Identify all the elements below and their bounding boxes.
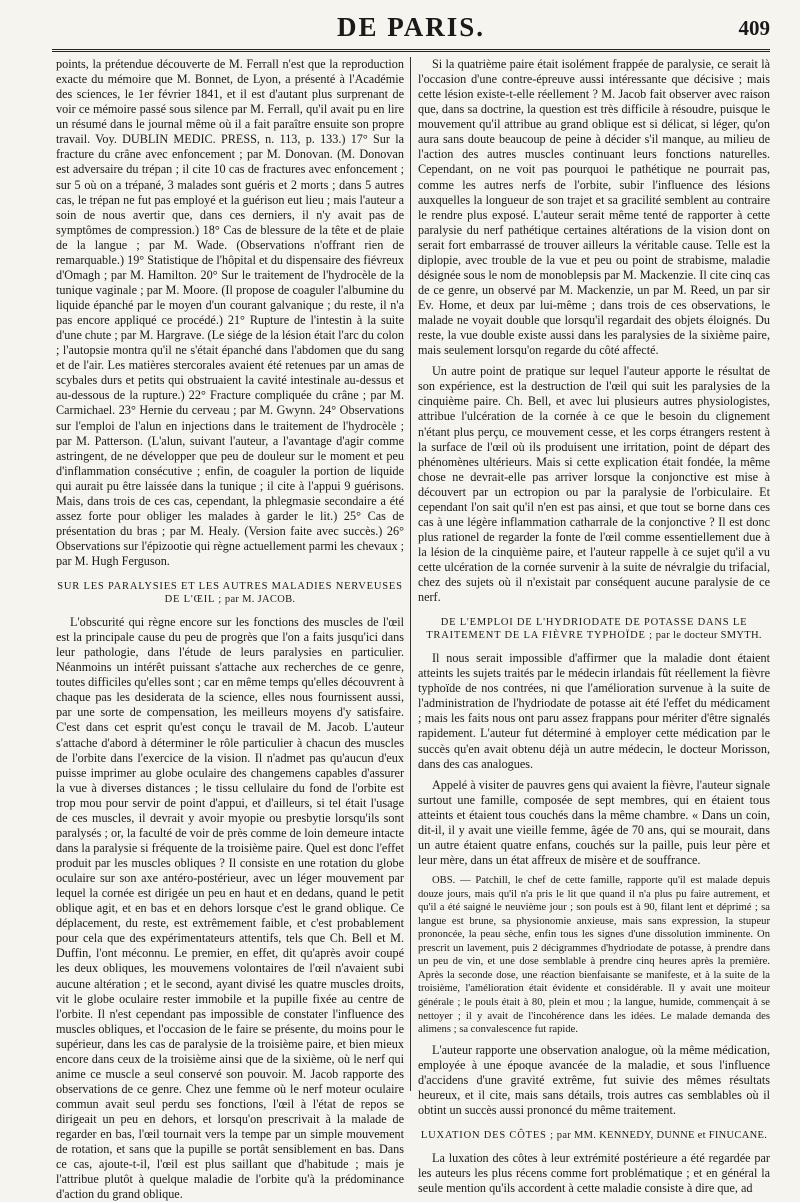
left-paragraph-1: points, la prétendue découverte de M. Ferrall n'est que la reproduction exacte du mémoire que M. Bonnet, de Lyon, a présenté à l'Académie des sciences, le 1er février 1841, et il est d'autant plus surprenant de voir ce mémoire passé sous silence par M. Ferrall, qu'il avait pu en lire un résumé dans le journal même où il a fait paraître ensuite son propre travail. Voy. DUBLIN MEDIC. PRESS, n. 113, p. 133.) 17° Sur la fracture du crâne avec enfoncement ; par M. Donovan. (M. Donovan est adversaire du trépan ; il cite 10 cas de fractures avec enfoncement ; sur 5 où on a trépané, 3 malades sont guéris et 2 morts ; dans 5 autres cas, le trépan ne fut pas employé et la guérison eut lieu ; mais l'auteur a soin de nous avertir que, dans ces derniers, il n'y avait pas de symptômes de compression.) 18° Cas de blessure de la tête et de plaie de la langue ; par M. Wade. (Observations n'offrant rien de remarquable.) 19° Statistique de l'hôpital et du dispensaire des fiévreux d'Omagh ; par M. Hamilton. 20° Sur le traitement de l'hydrocèle de la tunique vaginale ; par M. Moore. (Il propose de coaguler l'albumine du liquide épanché par le moyen d'un courant galvanique ; du reste, il n'a pas encore appliqué ce procédé.) 21° Rupture de l'intestin à la suite d'une chute ; par M. Hargrave. (Le siége de la lésion était l'arc du colon ; l'autopsie montra qu'il ne s'était épanché dans l'abdomen que du sang et de l'air. Les matières stercorales avaient été retenues par un amas de scybales durs et petits qui obstruaient la cavité intestinale au-dessus et au-dessous de la rupture.) 22° Fracture compliquée du crâne ; par M. Carmichael. 23° Hernie du cerveau ; par M. Gwynn. 24° Observations sur l'emploi de l'alun en injections dans le traitement de l'hydrocèle ; par M. Patterson. (L'alun, suivant l'auteur, a l'avantage d'agir comme astringent, de ne développer que peu de douleur sur le moment et peu d'inflammation consécutive ; enfin, de coaguler la portion de liquide qui aurait pu être laissée dans la tunique ; il cite à l'appui 9 guérisons. Mais, dans trois de ces cas, cependant, la phlegmasie secondaire a été assez forte pour obliger les malades à garder le lit.) 25° Cas de présentation du bras ; par M. Healy. (Version faite avec succès.) 26° Observations sur l'épizootie qui règne actuellement parmi les chevaux ; par M. Hugh Ferguson. [56,57,404,569]
page-number: 409 [738,16,770,40]
running-title: DE PARIS. [336,12,486,42]
right-paragraph-4: Appelé à visiter de pauvres gens qui avaient la fièvre, l'auteur signale surtout une famille, composée de sept membres, qui en étaient tous atteints et étaient tous couchés dans la même chambre. « Dans un coin, dit-il, il y avait une vieille femme, âgée de 70 ans, qui se mourait, dans un autre étaient quatre enfans, couchés sur la paille, puis leur père et leur mère, dans un état affreux de misère et de souffrance. [418,777,770,867]
right-paragraph-6: La luxation des côtes à leur extrémité postérieure a été regardée par les auteurs les plus récens comme fort problématique ; et en général la seule mention qu'ils accordent à cette maladie consiste à dire que, ad [418,1150,770,1195]
right-paragraph-2: Un autre point de pratique sur lequel l'auteur apporte le résultat de son expérience, est la destruction de l'œil qui suit les paralysies de la cinquième paire. Ch. Bell, et avec lui plusieurs autres physiologistes, attribue l'ulcération de la cornée à ce que le besoin du clignement n'étant plus perçu, ce mouvement cesse, et les corps étrangers restent à la surface de l'œil où ils produisent une irritation, point de départ des phénomènes ultérieurs. Mais si cette explication était fondée, la même chose ne devrait-elle pas arriver lorsque la conjonctive est mise à découvert par un ectropion ou par la paralysie de l'orbiculaire. Et cependant l'on sait qu'il n'en est pas ainsi, et que tout se borne dans ces cas à une légère inflammation catharrale de la conjonctive ? Il est donc plus rationel de regarder la fonte de l'œil comme essentiellement due à la lésion de la cinquième paire, et l'auteur rappelle à ce sujet qu'il a vu cette ulcération de la cornée survenir à la suite de névralgie du trifacial, chez des sujets où il n'existait par conséquent aucune paralysie de ce nerf. [418,364,770,605]
section-heading-author: par le docteur SMYTH. [655,630,762,642]
section-heading-author: par MM. KENNEDY, DUNNE et FINUCANE. [556,1129,768,1141]
section-heading-smyth [418,617,770,643]
right-column [418,57,770,1195]
column-divider [410,57,411,1091]
right-paragraph-5: L'auteur rapporte une observation analogue, où la même médication, employée à une époque avancée de la maladie, et sous l'influence d'accidens d'une gravité extrême, fut suivie des mêmes résultats heureux, et il cite, mais sans détails, trois autres cas semblables où il obtint un succès aussi prononcé du même traitement. [418,1042,770,1117]
page-header [52,10,770,50]
section-heading-jacob [56,581,404,607]
section-heading-author: par M. JACOB. [224,594,296,606]
section-heading-title: LUXATION DES CÔTES ; [420,1129,554,1141]
header-rule [52,49,770,52]
observation-paragraph: OBS. — Patchill, le chef de cette famille, rapporte qu'il est malade depuis douze jours, mais qu'il n'a pris le lit que quand il n'a plus pu faire autrement, et qu'il a été saigné le neuvième jour ; son pouls est à 90, filant lent et déprimé ; sa langue est brune, sa physionomie anxieuse, mais sans expression, la stupeur prononcée, la peau sèche, enfin tous les signes d'une dissolution imminente. On prescrit un lavement, puis 2 décigrammes d'hydriodate de potasse, à prendre dans un peu de vin, et une dose semblable à prendre cinq heures après la première. Après la seconde dose, une réaction bienfaisante se manifeste, et à la suite de la troisième, l'amélioration était évidente et considérable. Il y avait une moiteur générale ; le pouls était à 80, plein et mou ; la langue, humide, commençait à se nettoyer ; il y avait de l'incohérence dans les idées. Le malade demanda des alimens ; sa convalescence fut rapide. [418,875,770,1036]
left-paragraph-2: L'obscurité qui règne encore sur les fonctions des muscles de l'œil est la principale cause du peu de progrès que l'on a faits jusqu'ici dans leur pathologie, dans l'étude de leurs paralysies en particulier. Néanmoins un intérêt puissant s'attache aux recherches de ce genre, toutes difficiles qu'elles sont ; car en même temps qu'elles découvrent à chaque pas les desiderata de la science, elles nous fournissent aussi, par une sorte de compensation, les meilleurs moyens d'y satisfaire. C'est dans cet esprit qu'est conçu le travail de M. Jacob. L'auteur s'attache d'abord à déterminer le rôle particulier à chacun des muscles de l'orbite dans l'exercice de la vision. Il n'admet pas qu'aucun d'eux puisse imprimer au globe oculaire des changemens capables d'assurer la vue à diverses distances ; le tissu cellulaire du fond de l'orbite est trop mou pour servir de point d'appui, et d'ailleurs, si tel était l'usage de ces muscles, il devrait y avoir myopie ou presbytie lorsqu'ils sont paralysés ; or, la faculté de voir de près comme de loin demeure intacte dans la paralysie si fréquente de la troisième paire. Quel est donc l'effet produit par les muscles obliques ? Il consiste en une rotation du globe oculaire sur son axe antéro-postérieur, avec un léger mouvement par lequel la cornée est dirigée un peu en haut et en dedans, quand le petit oblique agit, et en bas et en dehors lorsque c'est le grand oblique. Ce déplacement, du reste, est extrêmement faible, et c'est probablement pour cela que des expérimentateurs attentifs, tels que Ch. Bell et M. Duffin, l'ont méconnu. Le premier, en effet, dit qu'après avoir coupé les deux obliques, les mouvemens volontaires de l'œil n'avaient subi aucune altération ; et le second, ayant divisé les quatre muscles droits, vit le globe oculaire rester immobile et la pupille fixée au centre de l'orbite. Il n'est cependant pas impossible de constater l'influence des muscles obliques, et l'occasion de le faire se présente, du moins pour le supérieur, dans les cas de paralysie de la troisième paire, et bien mieux encore dans ceux de la troisième ainsi que de la sixième, où le nerf qui anime ce muscle a seul conservé son pouvoir. M. Jacob rapporte des observations de ce genre. Chez une femme où le nerf moteur oculaire commun avait seul perdu ses fonctions, l'œil à l'état de repos se dirigeait un peu en dehors, et lorsqu'on prescrivait à la malade de regarder en bas, l'œil tournait vers la tempe par un simple mouvement de rotation, et sans que la pupille se portât sensiblement en bas. Dans ce cas, ajoute-t-il, l'œil est plus saillant que d'habitude ; mais je l'attribue plutôt à quelque maladie de l'orbite qu'à la prédominance d'action du grand oblique. [56,615,404,1202]
section-heading-title: DE L'EMPLOI DE L'HYDRIODATE DE POTASSE DANS LE TRAITEMENT DE LA FIÈVRE TYPHOÏDE ; [426,617,748,642]
section-heading-luxation [418,1130,770,1143]
left-column [56,57,404,1202]
right-paragraph-3: Il nous serait impossible d'affirmer que la maladie dont étaient atteints les sujets traités par le médecin irlandais fût réellement la fièvre typhoïde de nos contrées, ni que l'amélioration survenue à la suite de l'administration de l'hydriodate de potasse ait été l'effet du médicament ; mais les faits nous ont paru assez frappans pour mériter d'être signalés rapidement. L'auteur fut déterminé à employer cette médication par le succès qu'en avait obtenu déjà un autre médecin, le docteur Morisson, dans des cas analogues. [418,651,770,771]
section-heading-title: SUR LES PARALYSIES ET LES AUTRES MALADIES NERVEUSES DE L'ŒIL ; [57,581,403,606]
right-paragraph-1: Si la quatrième paire était isolément frappée de paralysie, ce serait là l'occasion d'une contre-épreuve aussi intéressante que décisive ; mais cette lésion existe-t-elle réellement ? M. Jacob fait observer avec raison que, dans sa doctrine, la question est très difficile à résoudre, puisque le mouvement qu'il attribue au grand oblique est si délicat, si léger, qu'on aura sans doute beaucoup de peine à décider s'il manque, au milieu de l'action des autres muscles continuant leurs fonctions naturelles. Cependant, on ne voit pas pourquoi le pathétique ne pourrait pas, comme les autres nerfs de l'orbite, subir l'influence des lésions auxquelles la longueur de son trajet et sa gracilité semblent au contraire le rendre plus exposé. L'auteur serait même tenté de rapporter à cette paralysie du nerf pathétique certaines altérations de la vision dont on serait fort embarrassé de trouver ailleurs la véritable cause. Telle est la diplopie, avec trouble de la vue et peu ou point de strabisme, maladie désignée sous le nom de monoblepsis par M. Mackenzie. Il cite cinq cas de ce genre, un observé par M. Mackenzie, un par M. Reed, un par sir Ev. Home, et deux par lui-même ; dans trois de ces observations, le malade ne voyait double que lorsqu'il regardait des objets éloignés. Du reste, la vue double existe aussi dans les paralysies de la sixième paire, mais seulement lorsqu'on regarde du côté affecté. [418,57,770,358]
